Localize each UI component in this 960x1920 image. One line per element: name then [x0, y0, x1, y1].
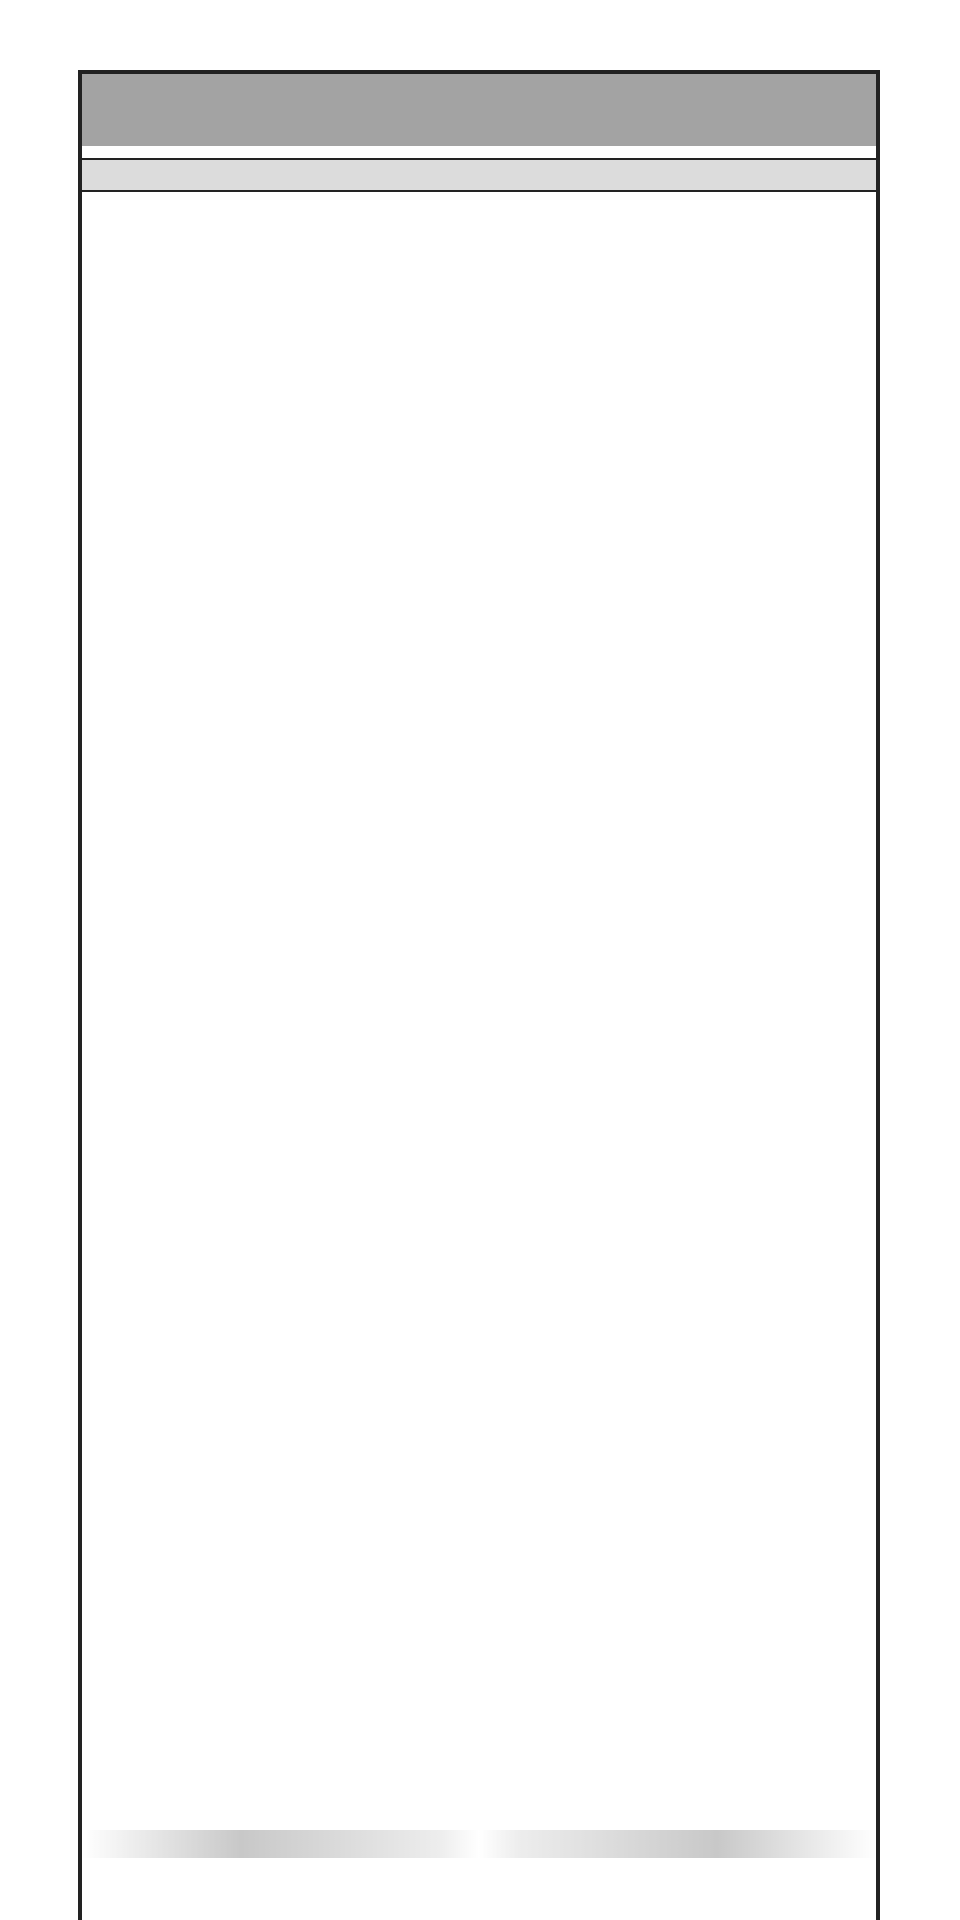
title-bar — [82, 74, 876, 146]
table-header — [82, 158, 876, 192]
page-frame — [78, 70, 880, 1920]
footer-bar — [82, 1830, 876, 1858]
